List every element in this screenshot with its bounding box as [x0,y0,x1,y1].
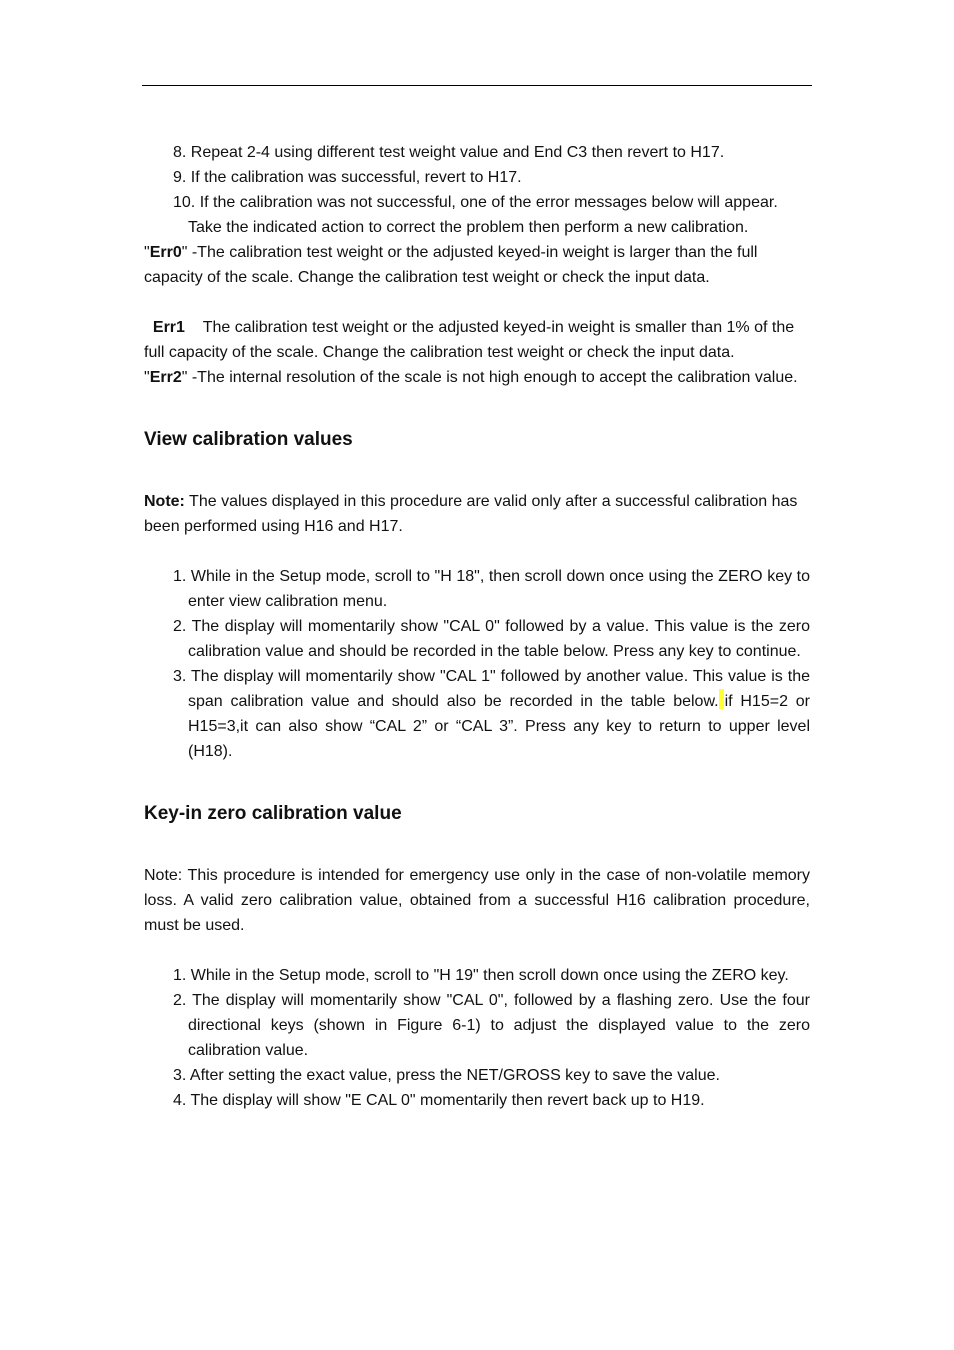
list-item-text: if H15=2 or H15=3,it can also show “CAL 2” or “CAL 3”. Press any key to return to upper level (H18). [188,693,810,760]
error-description: " -The calibration test weight or the adjusted keyed-in weight is larger than the full capacity of the scale. Change the calibration test weight or check the input data. [144,244,758,286]
header-rule [142,85,812,86]
list-item: 3. After setting the exact value, press the NET/GROSS key to save the value. [173,1067,720,1084]
note-paragraph: Note: This procedure is intended for emergency use only in the case of non-volatile memory loss. A valid zero calibration value, obtained from a successful H16 calibration procedure, must be used. [144,867,810,934]
list-item: 2. The display will momentarily show "CAL 0", followed by a flashing zero. Use the four directional keys (shown in Figure 6-1) to adjust the displayed value to the zero calibration value. [173,992,810,1059]
section-heading: View calibration values [144,429,353,450]
error-code: Err0 [149,244,182,261]
list-item-text: 3. The display will momentarily show "CAL 1" followed by another value. This value is the span calibration value and should also be recorded in the table below. [173,668,810,710]
list-item: 1. While in the Setup mode, scroll to "H 18", then scroll down once using the ZERO key to enter view calibration menu. [173,568,810,610]
note-paragraph [144,489,810,539]
list-item: 4. The display will show "E CAL 0" momentarily then revert back up to H19. [173,1092,705,1109]
error-code: Err1 [152,319,185,336]
view-steps-list [144,564,810,764]
list-item: 2. The display will momentarily show "CAL 0" followed by a value. This value is the zero calibration value and should be recorded in the table below. Press any key to continue. [173,618,810,660]
error-code: Err2 [149,369,182,386]
note-label: Note: [144,493,185,510]
error-description: " -The internal resolution of the scale is not high enough to accept the calibration value. [181,369,798,386]
document-body [144,140,810,1113]
list-item: 10. If the calibration was not successful, one of the error messages below will appear. Take the indicated action to correct the problem then perform a new calibration. [173,194,778,236]
list-item: 9. If the calibration was successful, revert to H17. [173,169,522,186]
note-text: The values displayed in this procedure are valid only after a successful calibration has been performed using H16 and H17. [144,493,798,535]
error-err0: "Err0" -The calibration test weight or the adjusted keyed-in weight is larger than the full capacity of the scale. Change the calibration test weight or check the input data. [144,244,758,286]
list-item: 1. While in the Setup mode, scroll to "H 19" then scroll down once using the ZERO key. [173,967,789,984]
keyin-steps-list [144,963,810,1113]
error-err1 [144,315,810,365]
error-err2: "Err2" -The internal resolution of the scale is not high enough to accept the calibration value. [144,369,798,386]
list-item: 8. Repeat 2-4 using different test weight value and End C3 then revert to H17. [173,144,725,161]
calibration-steps-list [144,140,810,240]
section-heading: Key-in zero calibration value [144,803,402,824]
list-item [144,664,810,764]
error-description: The calibration test weight or the adjusted keyed-in weight is smaller than 1% of the full capacity of the scale. Change the calibration test weight or check the input data. [144,319,795,361]
highlight-mark [719,689,724,709]
